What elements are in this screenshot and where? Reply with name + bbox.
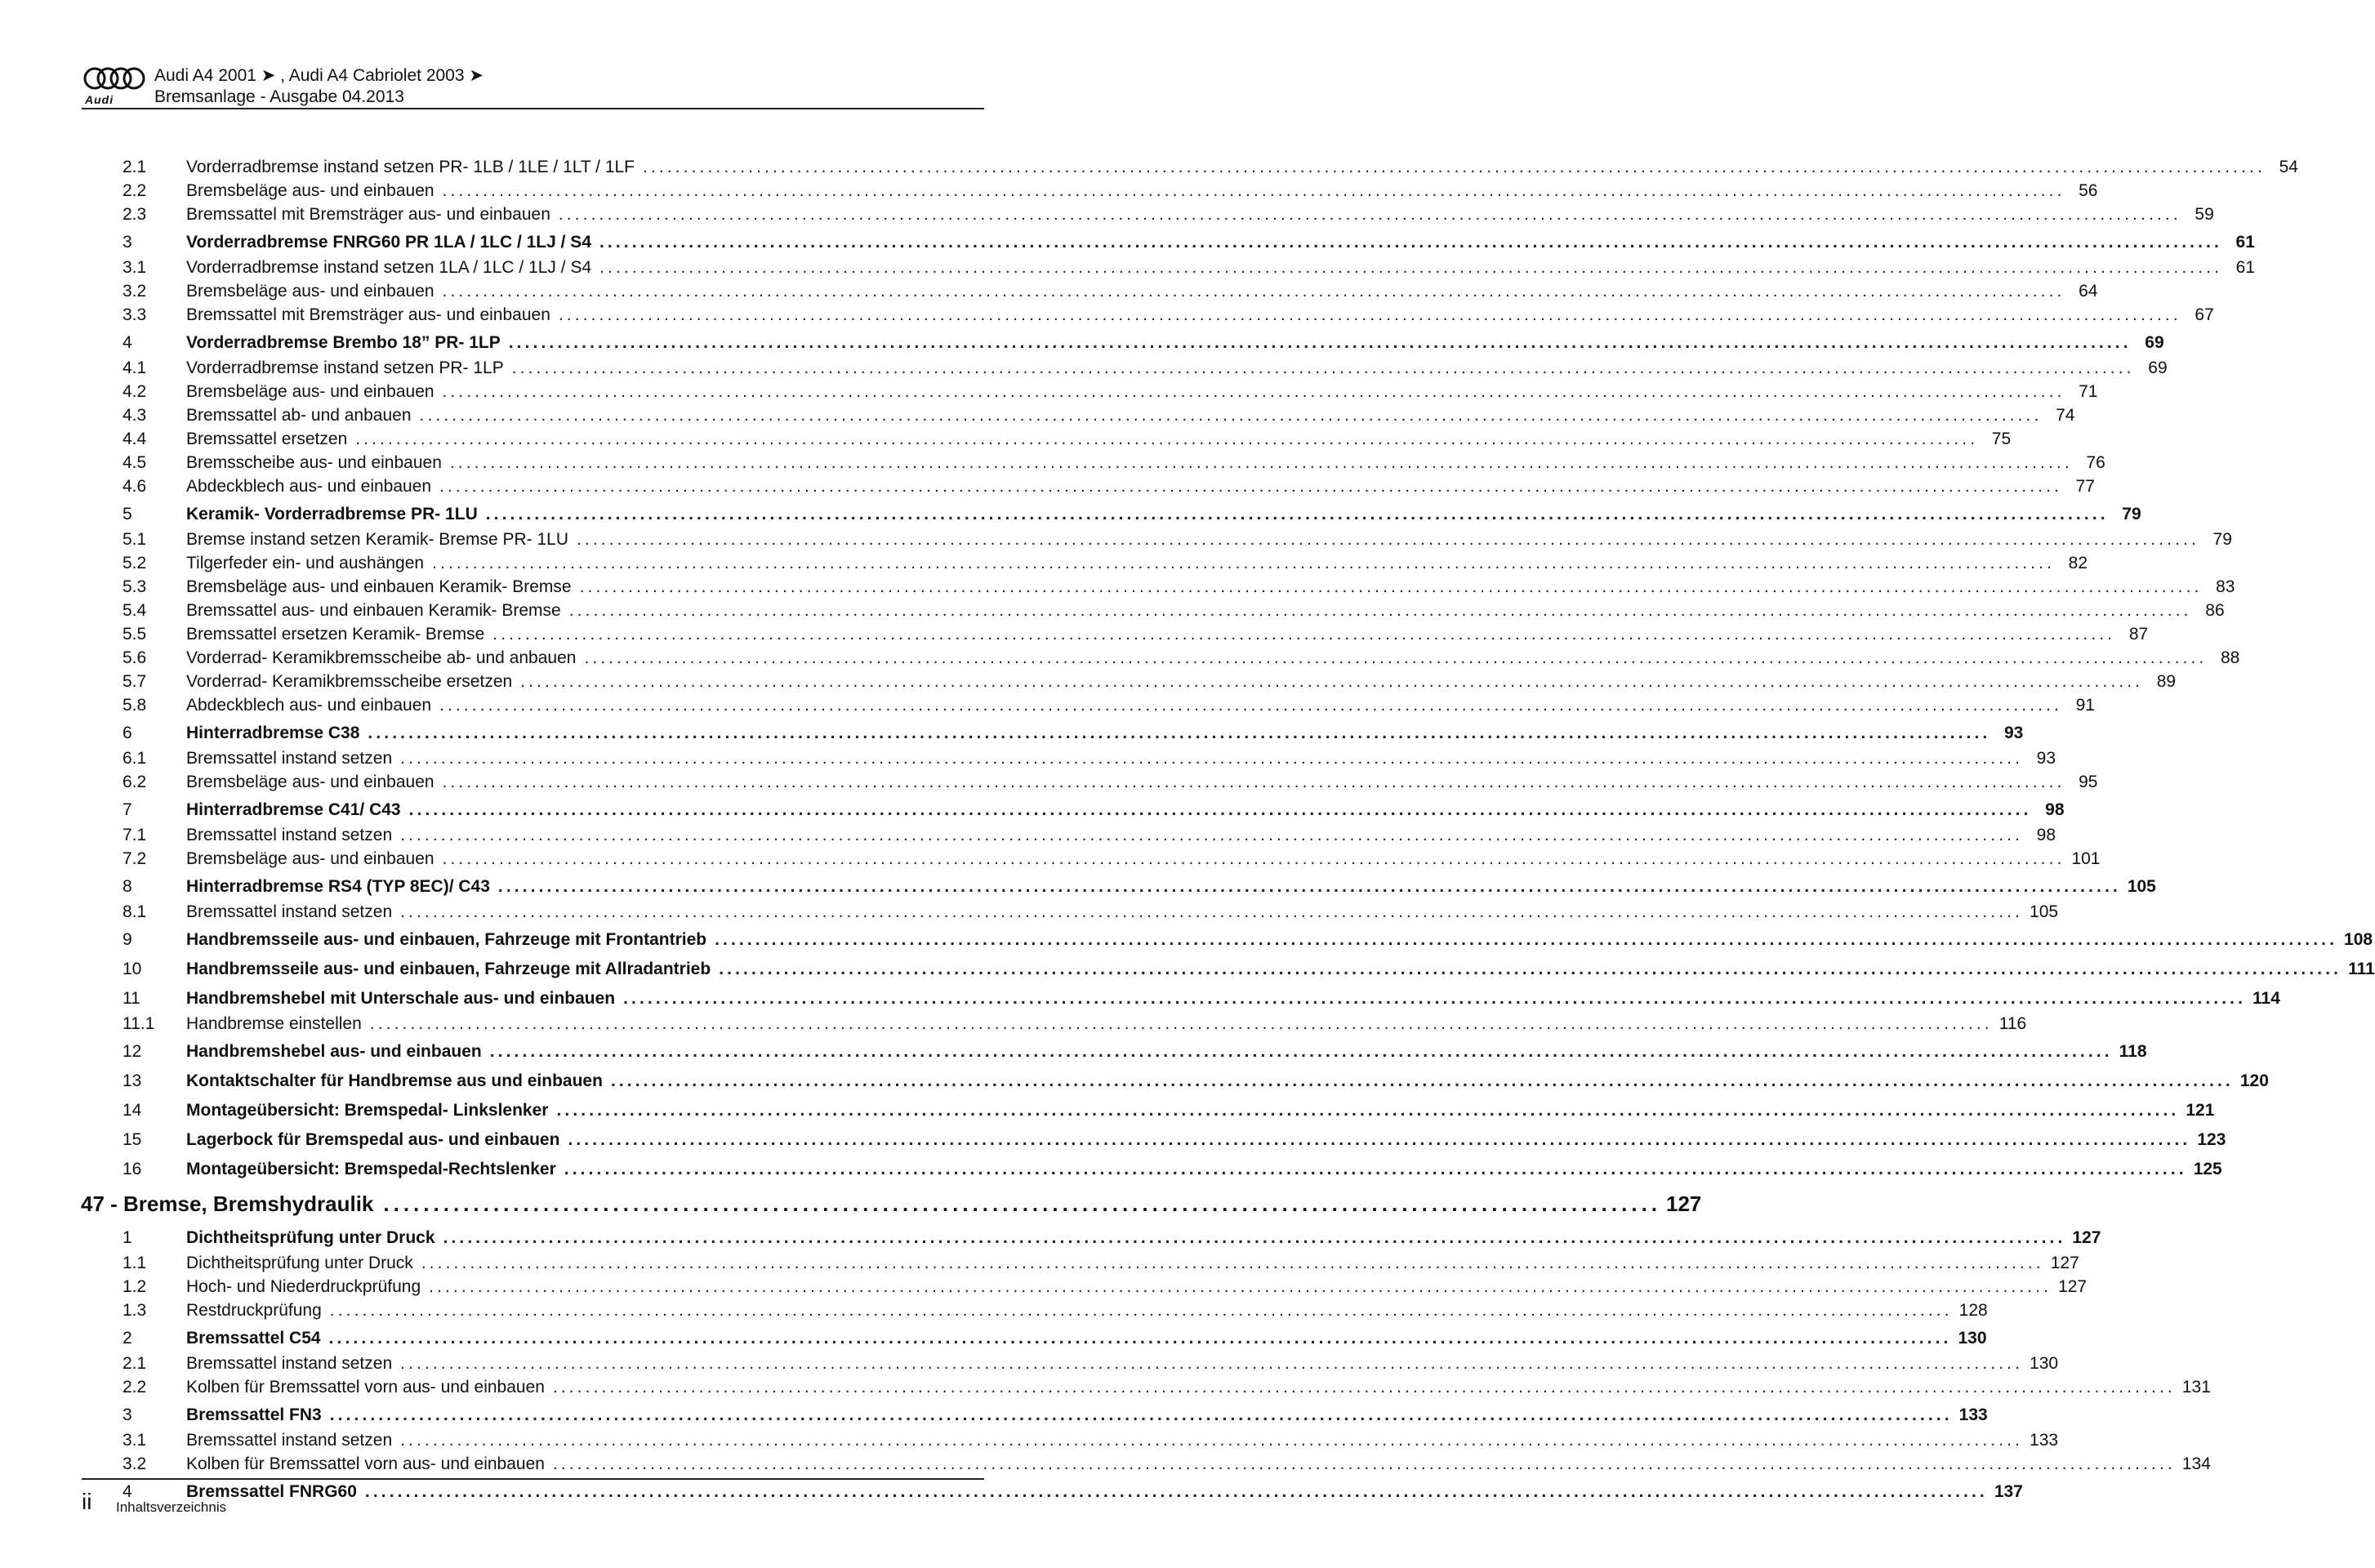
dot-leader: ........................................................................................................................................................................................................ xyxy=(599,258,2223,277)
toc-entry-page-number: 86 xyxy=(2205,601,2225,620)
dot-leader: ........................................................................................................................................................................................................ xyxy=(485,505,2109,523)
toc-entry-page-number: 82 xyxy=(2068,554,2088,572)
toc-entry-title: Hoch- und Niederdruckprüfung xyxy=(186,1277,421,1296)
dot-leader: ........................................................................................................................................................................................................ xyxy=(520,672,2144,691)
toc-entry[interactable] xyxy=(123,724,2024,749)
toc-entry[interactable] xyxy=(123,205,2214,229)
toc-entry-number: 3.3 xyxy=(123,305,147,324)
toc-entry[interactable] xyxy=(123,1454,2211,1478)
toc-entry-page-number: 69 xyxy=(2148,359,2168,377)
toc-entry[interactable] xyxy=(123,1160,2222,1185)
toc-entry[interactable] xyxy=(123,1071,2269,1097)
toc-section-46 xyxy=(123,158,2375,1185)
dot-leader: ........................................................................................................................................................................................................ xyxy=(719,960,2342,978)
dot-leader: ........................................................................................................................................................................................................ xyxy=(584,648,2208,667)
toc-entry-page-number: 120 xyxy=(2239,1071,2269,1090)
toc-entry[interactable] xyxy=(123,453,2105,477)
toc-entry[interactable] xyxy=(123,960,2375,985)
toc-entry[interactable] xyxy=(123,530,2232,554)
toc-entry-page-number: 91 xyxy=(2075,696,2095,715)
toc-entry-title: Lagerbock für Bremspedal aus- und einbauen xyxy=(186,1130,560,1149)
toc-entry-page-number: 121 xyxy=(2186,1101,2215,1120)
toc-entry-page-number: 93 xyxy=(2036,749,2056,768)
dot-leader: ........................................................................................................................................................................................................ xyxy=(400,1431,2024,1450)
dot-leader: ........................................................................................................................................................................................................ xyxy=(511,359,2135,377)
toc-entry-title: Vorderrad- Keramikbremsscheibe ab- und anbauen xyxy=(186,648,577,667)
toc-entry-title: Handbremshebel aus- und einbauen xyxy=(186,1042,482,1061)
toc-entry-title: Bremssattel ersetzen xyxy=(186,430,348,448)
toc-entry[interactable] xyxy=(123,282,2098,305)
toc-entry[interactable] xyxy=(123,989,2280,1014)
toc-entry-title: Handbremse einstellen xyxy=(186,1014,362,1033)
header-title: Audi A4 2001 ➤ , Audi A4 Cabriolet 2003 ➤ xyxy=(154,66,483,85)
toc-entry[interactable] xyxy=(123,826,2056,849)
toc-entry[interactable] xyxy=(123,696,2095,719)
toc-entry-title: Bremssattel ab- und anbauen xyxy=(186,406,412,425)
toc-entry-number: 3.2 xyxy=(123,282,147,301)
toc-entry[interactable] xyxy=(123,158,2298,181)
toc-entry[interactable] xyxy=(123,258,2256,282)
toc-entry-number: 5.2 xyxy=(123,554,147,572)
toc-entry-page-number: 61 xyxy=(2235,258,2256,277)
toc-entry-title: Kolben für Bremssattel vorn aus- und einbauen xyxy=(186,1454,545,1473)
dot-leader: ........................................................................................................................................................................................................ xyxy=(400,749,2024,768)
toc-entry[interactable] xyxy=(123,382,2098,406)
toc-entry-page-number: 71 xyxy=(2079,382,2098,401)
toc-entry[interactable] xyxy=(123,1042,2147,1067)
toc-entry-title: Kolben für Bremssattel vorn aus- und einbauen xyxy=(186,1378,545,1396)
toc-entry[interactable] xyxy=(123,406,2075,430)
toc-entry-page-number: 64 xyxy=(2079,282,2098,301)
toc-entry-page-number: 75 xyxy=(1991,430,2012,448)
toc-entry-title: Abdeckblech aus- und einbauen xyxy=(186,696,432,715)
dot-leader: ........................................................................................................................................................................................................ xyxy=(442,282,2065,301)
toc-entry-page-number: 93 xyxy=(2003,724,2024,742)
toc-entry-number: 2.3 xyxy=(123,205,147,224)
toc-entry-number: 13 xyxy=(123,1071,142,1090)
toc-entry-title: Handbremshebel mit Unterschale aus- und einbauen xyxy=(186,989,616,1008)
toc-entry-page-number: 101 xyxy=(2071,849,2101,868)
toc-entry[interactable] xyxy=(123,181,2098,205)
toc-entry-number: 7 xyxy=(123,800,132,819)
dot-leader: ........................................................................................................................................................................................................ xyxy=(369,1014,1993,1033)
toc-entry[interactable] xyxy=(123,359,2168,382)
toc-entry[interactable] xyxy=(123,930,2373,956)
toc-entry[interactable] xyxy=(123,749,2056,773)
toc-entry-number: 12 xyxy=(123,1042,142,1061)
dot-leader: ........................................................................................................................................................................................................ xyxy=(599,233,2222,252)
toc-entry[interactable] xyxy=(123,902,2059,926)
toc-entry-number: 9 xyxy=(123,930,132,949)
toc-entry-number: 1.1 xyxy=(123,1254,147,1272)
toc-entry-page-number: 125 xyxy=(2193,1160,2222,1178)
toc-entry-title: Bremsscheibe aus- und einbauen xyxy=(186,453,442,472)
dot-leader: ........................................................................................................................................................................................................ xyxy=(489,1042,2113,1061)
toc-entry-page-number: 87 xyxy=(2128,625,2149,644)
dot-leader: ........................................................................................................................................................................................................ xyxy=(568,1130,2191,1149)
toc-entry-number: 5.3 xyxy=(123,577,147,596)
dot-leader: ........................................................................................................................................................................................................ xyxy=(715,930,2338,949)
toc-chapter-heading[interactable] xyxy=(81,1192,1702,1224)
toc-entry-title: Bremssattel FN3 xyxy=(186,1405,322,1424)
toc-entry-title: Montageübersicht: Bremspedal-Rechtslenker xyxy=(186,1160,556,1178)
toc-entry-page-number: 105 xyxy=(2127,877,2156,896)
toc-entry-title: Bremssattel mit Bremsträger aus- und einbauen xyxy=(186,205,550,224)
toc-entry-number: 4.6 xyxy=(123,477,147,496)
dot-leader: ........................................................................................................................................................................................................ xyxy=(556,1101,2180,1120)
toc-entry[interactable] xyxy=(123,601,2225,625)
chapter-title: 47 - Bremse, Bremshydraulik xyxy=(81,1192,374,1216)
toc-entry-number: 8 xyxy=(123,877,132,896)
toc-entry-title: Bremssattel FNRG60 xyxy=(186,1482,357,1501)
toc-entry-page-number: 137 xyxy=(1994,1482,2023,1501)
toc-entry-number: 6 xyxy=(123,724,132,742)
toc-entry[interactable] xyxy=(123,233,2255,258)
dot-leader: ........................................................................................................................................................................................................ xyxy=(558,205,2181,224)
toc-entry-page-number: 61 xyxy=(2235,233,2255,252)
toc-entry-number: 2.2 xyxy=(123,1378,147,1396)
toc-entry-title: Bremssattel mit Bremsträger aus- und einbauen xyxy=(186,305,550,324)
toc-entry-number: 4 xyxy=(123,1482,132,1501)
dot-leader: ........................................................................................................................................................................................................ xyxy=(497,877,2121,896)
dot-leader: ........................................................................................................................................................................................................ xyxy=(579,577,2203,596)
toc-entry[interactable] xyxy=(123,773,2098,796)
toc-entry[interactable] xyxy=(123,1254,2079,1277)
toc-entry[interactable] xyxy=(123,1014,2027,1038)
toc-entry-title: Bremse instand setzen Keramik- Bremse PR- 1LU xyxy=(186,530,568,549)
toc-entry-number: 16 xyxy=(123,1160,142,1178)
toc-entry[interactable] xyxy=(123,430,2012,453)
toc-entry-title: Bremssattel instand setzen xyxy=(186,749,393,768)
dot-leader: ........................................................................................................................................................................................................ xyxy=(419,406,2043,425)
dot-leader: ........................................................................................................................................................................................................ xyxy=(508,333,2132,352)
toc-entry-title: Vorderradbremse instand setzen 1LA / 1LC / 1LJ / S4 xyxy=(186,258,592,277)
dot-leader: ........................................................................................................................................................................................................ xyxy=(623,989,2247,1008)
toc-entry[interactable] xyxy=(123,1130,2226,1156)
toc-entry[interactable] xyxy=(123,505,2141,530)
dot-leader: ........................................................................................................................................................................................................ xyxy=(558,305,2181,324)
toc-entry-number: 3 xyxy=(123,233,132,252)
toc-entry-page-number: 127 xyxy=(2072,1228,2101,1247)
toc-entry[interactable] xyxy=(123,554,2088,577)
dot-leader: ........................................................................................................................................................................................................ xyxy=(364,1482,1988,1501)
toc-entry-number: 5.8 xyxy=(123,696,147,715)
toc-entry-title: Keramik- Vorderradbremse PR- 1LU xyxy=(186,505,478,523)
toc-entry-title: Bremssattel instand setzen xyxy=(186,902,393,921)
dot-leader: ........................................................................................................................................................................................................ xyxy=(442,181,2065,200)
dot-leader: ........................................................................................................................................................................................................ xyxy=(643,158,2266,176)
toc-entry-number: 7.2 xyxy=(123,849,147,868)
toc-entry-page-number: 127 xyxy=(2050,1254,2079,1272)
footer-label: Inhaltsverzeichnis xyxy=(116,1499,227,1515)
toc-entry-title: Bremsbeläge aus- und einbauen xyxy=(186,181,434,200)
footer-page-number: ii xyxy=(82,1489,92,1514)
toc-entry-title: Dichtheitsprüfung unter Druck xyxy=(186,1254,413,1272)
toc-entry-page-number: 79 xyxy=(2122,505,2141,523)
toc-entry-title: Abdeckblech aus- und einbauen xyxy=(186,477,432,496)
dot-leader: ........................................................................................................................................................................................................ xyxy=(443,1228,2066,1247)
toc-entry-number: 7.1 xyxy=(123,826,147,844)
toc-entry-number: 3 xyxy=(123,1405,132,1424)
toc-entry[interactable] xyxy=(123,477,2095,501)
toc-entry[interactable] xyxy=(123,1354,2059,1378)
dot-leader: ........................................................................................................................................................................................................ xyxy=(449,453,2073,472)
toc-entry-number: 2.1 xyxy=(123,1354,147,1373)
toc-entry-number: 4.5 xyxy=(123,453,147,472)
dot-leader: ........................................................................................................................................................................................................ xyxy=(329,1301,1953,1320)
dot-leader: ........................................................................................................................................................................................................ xyxy=(432,554,2055,572)
toc-entry-title: Bremsbeläge aus- und einbauen xyxy=(186,382,434,401)
toc-entry-title: Restdruckprüfung xyxy=(186,1301,322,1320)
toc-entry-page-number: 79 xyxy=(2212,530,2232,549)
dot-leader: ........................................................................................................................................................................................................ xyxy=(442,382,2065,401)
toc-entry-number: 11 xyxy=(123,989,140,1008)
footer-divider xyxy=(82,1478,984,1480)
toc-entry-title: Vorderradbremse instand setzen PR- 1LP xyxy=(186,359,504,377)
header-divider xyxy=(82,108,984,109)
toc-entry[interactable] xyxy=(123,333,2164,359)
toc-entry-title: Tilgerfeder ein- und aushängen xyxy=(186,554,425,572)
toc-entry-title: Bremssattel instand setzen xyxy=(186,1354,393,1373)
toc-entry-number: 5.7 xyxy=(123,672,147,691)
toc-entry-title: Vorderradbremse instand setzen PR- 1LB / 1LE / 1LT / 1LF xyxy=(186,158,635,176)
dot-leader: ........................................................................................................................................................................................................ xyxy=(400,902,2024,921)
toc-entry-title: Bremsbeläge aus- und einbauen xyxy=(186,282,434,301)
toc-entry-title: Bremsbeläge aus- und einbauen xyxy=(186,849,434,868)
toc-entry-page-number: 95 xyxy=(2079,773,2098,791)
toc-entry-number: 3.1 xyxy=(123,1431,147,1450)
toc-entry-page-number: 123 xyxy=(2197,1130,2226,1149)
toc-entry-number: 10 xyxy=(123,960,142,978)
dot-leader: ........................................................................................................................................................................................................ xyxy=(439,477,2062,496)
toc-entry-page-number: 54 xyxy=(2279,158,2298,176)
audi-logo xyxy=(82,65,147,106)
toc-entry[interactable] xyxy=(123,1101,2215,1126)
toc-entry-page-number: 98 xyxy=(2045,800,2065,819)
toc-entry-title: Bremssattel instand setzen xyxy=(186,1431,393,1450)
toc-entry-title: Bremssattel instand setzen xyxy=(186,826,393,844)
toc-entry[interactable] xyxy=(123,1482,2023,1508)
toc-entry-page-number: 131 xyxy=(2181,1378,2211,1396)
toc-entry-number: 4.3 xyxy=(123,406,147,425)
toc-entry-number: 15 xyxy=(123,1130,142,1149)
toc-entry-page-number: 59 xyxy=(2195,205,2214,224)
toc-entry[interactable] xyxy=(123,1228,2101,1254)
toc-entry-number: 5 xyxy=(123,505,132,523)
toc-entry-page-number: 130 xyxy=(1958,1329,1987,1348)
toc-entry-page-number: 56 xyxy=(2079,181,2098,200)
toc-entry-number: 5.4 xyxy=(123,601,147,620)
toc-entry[interactable] xyxy=(123,1431,2059,1454)
toc-entry-page-number: 130 xyxy=(2030,1354,2059,1373)
audi-wordmark: Audi xyxy=(85,93,114,106)
toc-entry-page-number: 98 xyxy=(2036,826,2056,844)
dot-leader: ........................................................................................................................................................................................................ xyxy=(408,800,2032,819)
page-header xyxy=(82,65,984,108)
toc-entry-page-number: 127 xyxy=(2058,1277,2088,1296)
toc-entry-number: 4.1 xyxy=(123,359,147,377)
toc-entry-page-number: 114 xyxy=(2252,989,2280,1008)
toc-entry[interactable] xyxy=(123,1329,1987,1354)
toc-entry-page-number: 76 xyxy=(2086,453,2105,472)
toc-entry[interactable] xyxy=(123,577,2235,601)
toc-entry-title: Montageübersicht: Bremspedal- Linkslenker xyxy=(186,1101,549,1120)
toc-entry[interactable] xyxy=(123,800,2065,826)
toc-entry-page-number: 108 xyxy=(2344,930,2373,949)
toc-entry[interactable] xyxy=(123,1301,1988,1325)
toc-entry-title: Hinterradbremse RS4 (TYP 8EC)/ C43 xyxy=(186,877,490,896)
toc-entry-page-number: 118 xyxy=(2119,1042,2147,1061)
toc-entry-number: 6.2 xyxy=(123,773,147,791)
toc-entry-number: 11.1 xyxy=(123,1014,155,1033)
toc-entry[interactable] xyxy=(123,625,2149,648)
dot-leader: ........................................................................................................................................................................................................ xyxy=(552,1378,2176,1396)
toc-entry-page-number: 133 xyxy=(2030,1431,2059,1450)
toc-entry-page-number: 69 xyxy=(2145,333,2164,352)
toc-entry-number: 5.6 xyxy=(123,648,147,667)
toc-entry-title: Vorderradbremse FNRG60 PR 1LA / 1LC / 1LJ / S4 xyxy=(186,233,591,252)
toc-entry-number: 4.4 xyxy=(123,430,147,448)
toc-entry[interactable] xyxy=(123,877,2156,902)
toc-entry-page-number: 83 xyxy=(2216,577,2235,596)
toc-entry-number: 4 xyxy=(123,333,132,352)
toc-entry-title: Bremsbeläge aus- und einbauen Keramik- Bremse xyxy=(186,577,572,596)
toc-entry-title: Vorderradbremse Brembo 18” PR- 1LP xyxy=(186,333,501,352)
dot-leader: ........................................................................................................................................................................................................ xyxy=(421,1254,2044,1272)
toc-entry-number: 2.2 xyxy=(123,181,147,200)
dot-leader: ........................................................................................................................................................................................................ xyxy=(564,1160,2187,1178)
toc-entry-page-number: 111 xyxy=(2348,960,2375,978)
dot-leader: ........................................................................................................................................................................................................ xyxy=(328,1329,1952,1348)
toc-entry-number: 14 xyxy=(123,1101,142,1120)
toc-entry[interactable] xyxy=(123,1378,2211,1401)
toc-entry-title: Handbremsseile aus- und einbauen, Fahrzeuge mit Allradantrieb xyxy=(186,960,711,978)
dot-leader: ........................................................................................................................................................................................................ xyxy=(355,430,1979,448)
toc-entry-page-number: 77 xyxy=(2075,477,2095,496)
dot-leader: ........................................................................................................................................................................................................ xyxy=(429,1277,2052,1296)
header-subtitle: Bremsanlage - Ausgabe 04.2013 xyxy=(154,87,404,106)
toc-entry-title: Bremsbeläge aus- und einbauen xyxy=(186,773,434,791)
toc-entry-number: 2.1 xyxy=(123,158,147,176)
toc-entry-page-number: 134 xyxy=(2181,1454,2211,1473)
toc-entry-number: 1.3 xyxy=(123,1301,147,1320)
toc-entry[interactable] xyxy=(123,648,2240,672)
toc-entry-page-number: 89 xyxy=(2156,672,2177,691)
toc-entry-number: 8.1 xyxy=(123,902,147,921)
toc-entry-title: Hinterradbremse C41/ C43 xyxy=(186,800,401,819)
dot-leader: ........................................................................................................................................................................................................ xyxy=(400,826,2024,844)
toc-entry-page-number: 128 xyxy=(1958,1301,1988,1320)
toc-entry-title: Hinterradbremse C38 xyxy=(186,724,360,742)
dot-leader: ........................................................................................................................................................................................................ xyxy=(492,625,2116,644)
toc-entry-title: Handbremsseile aus- und einbauen, Fahrzeuge mit Frontantrieb xyxy=(186,930,707,949)
dot-leader: ........................................................................................................................................................................................................ xyxy=(552,1454,2176,1473)
chapter-page-number: 127 xyxy=(1666,1192,1702,1216)
toc-entry-page-number: 133 xyxy=(1958,1405,1988,1424)
toc-entry[interactable] xyxy=(123,1277,2088,1301)
toc-entry-page-number: 116 xyxy=(1998,1014,2027,1033)
audi-rings-icon xyxy=(82,65,147,91)
toc-entry-title: Kontaktschalter für Handbremse aus und einbauen xyxy=(186,1071,603,1090)
toc-entry-page-number: 105 xyxy=(2030,902,2059,921)
toc-entry[interactable] xyxy=(123,849,2101,873)
toc-entry[interactable] xyxy=(123,1405,1988,1431)
toc-entry-number: 3.2 xyxy=(123,1454,147,1473)
toc-entry-page-number: 74 xyxy=(2056,406,2075,425)
dot-leader: ........................................................................................................................................................................................................ xyxy=(329,1405,1953,1424)
toc-entry-page-number: 67 xyxy=(2195,305,2214,324)
toc-entry-number: 6.1 xyxy=(123,749,147,768)
dot-leader: ........................................................................................................................................................................................................ xyxy=(439,696,2062,715)
dot-leader: ................................................................................................................................ xyxy=(383,1192,1662,1216)
toc-entry[interactable] xyxy=(123,305,2214,329)
dot-leader: ........................................................................................................................................................................................................ xyxy=(442,849,2065,868)
toc-entry-number: 3.1 xyxy=(123,258,147,277)
toc-entry-number: 4.2 xyxy=(123,382,147,401)
dot-leader: ........................................................................................................................................................................................................ xyxy=(568,601,2192,620)
dot-leader: ........................................................................................................................................................................................................ xyxy=(577,530,2199,549)
toc-entry-title: Dichtheitsprüfung unter Druck xyxy=(186,1228,435,1247)
dot-leader: ........................................................................................................................................................................................................ xyxy=(610,1071,2234,1090)
dot-leader: ........................................................................................................................................................................................................ xyxy=(368,724,1991,742)
toc-entry-title: Bremssattel C54 xyxy=(186,1329,321,1348)
toc-entry-title: Bremssattel ersetzen Keramik- Bremse xyxy=(186,625,485,644)
toc-entry-number: 2 xyxy=(123,1329,132,1348)
toc-entry-number: 5.5 xyxy=(123,625,147,644)
toc-section-47 xyxy=(123,1228,2211,1508)
toc-entry-number: 1 xyxy=(123,1228,132,1247)
dot-leader: ........................................................................................................................................................................................................ xyxy=(400,1354,2024,1373)
dot-leader: ........................................................................................................................................................................................................ xyxy=(442,773,2065,791)
toc-entry-number: 5.1 xyxy=(123,530,147,549)
toc-entry-number: 1.2 xyxy=(123,1277,147,1296)
toc-entry[interactable] xyxy=(123,672,2177,696)
toc-entry-page-number: 88 xyxy=(2221,648,2240,667)
toc-entry-title: Bremssattel aus- und einbauen Keramik- Bremse xyxy=(186,601,561,620)
toc-entry-title: Vorderrad- Keramikbremsscheibe ersetzen xyxy=(186,672,513,691)
